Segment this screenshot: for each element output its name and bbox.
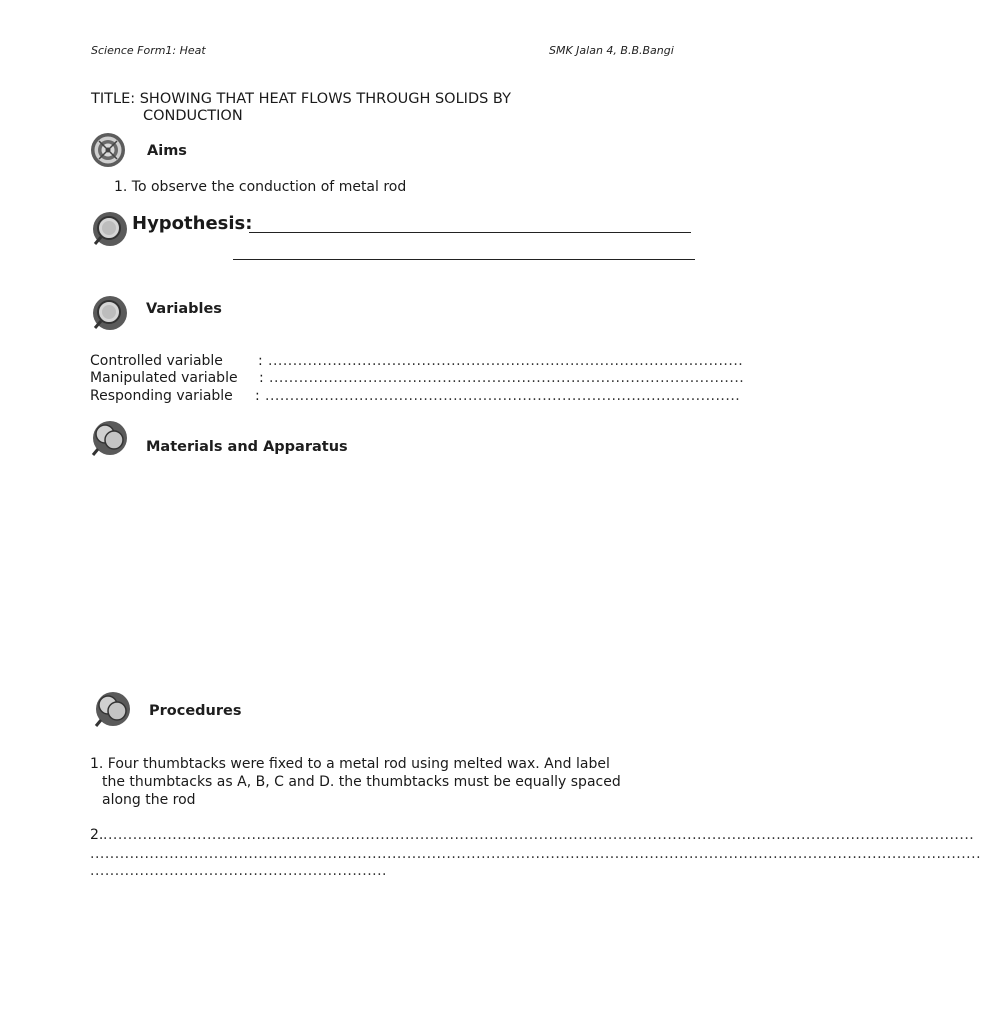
responding-variable-blank: ................................................................................................: [265, 388, 741, 404]
manipulated-variable-colon: :: [259, 370, 264, 386]
controlled-variable-colon: :: [258, 353, 263, 369]
controlled-variable-label: Controlled variable: [90, 353, 223, 369]
procedure-step-2-blank-3: ............................................................: [90, 863, 388, 879]
responding-variable-colon: :: [255, 388, 260, 404]
procedure-step-1-line-2: the thumbtacks as A, B, C and D. the thumbtacks must be equally spaced: [102, 774, 621, 790]
title-line-1: TITLE: SHOWING THAT HEAT FLOWS THROUGH SOLIDS BY: [91, 91, 511, 107]
hypothesis-label: Hypothesis:: [132, 213, 253, 234]
materials-heading: Materials and Apparatus: [146, 439, 348, 455]
hypothesis-answer-line-2: [233, 259, 695, 260]
magnifier-icon: [90, 294, 128, 332]
header-right: SMK Jalan 4, B.B.Bangi: [549, 44, 674, 57]
aims-heading: Aims: [147, 143, 187, 159]
flask-circle-icon: [92, 689, 130, 727]
procedure-step-1-line-1: 1. Four thumbtacks were fixed to a metal rod using melted wax. And label: [90, 756, 610, 772]
header-left: Science Form1: Heat: [91, 44, 206, 57]
aim-item-1: 1. To observe the conduction of metal rod: [114, 179, 407, 195]
target-circle-icon: [89, 131, 127, 169]
procedures-heading: Procedures: [149, 703, 242, 719]
variables-heading: Variables: [146, 301, 222, 317]
procedure-step-2-blank-1: ................................................................................................................................................................................: [103, 827, 975, 843]
manipulated-variable-label: Manipulated variable: [90, 370, 238, 386]
flask-circle-icon: [89, 418, 127, 456]
magnifier-icon: [90, 210, 128, 248]
hypothesis-answer-line-1: [249, 232, 691, 233]
manipulated-variable-blank: ................................................................................................: [269, 370, 745, 386]
procedure-step-1-line-3: along the rod: [102, 792, 196, 808]
procedure-step-2-number: 2.: [90, 827, 104, 843]
controlled-variable-blank: ................................................................................................: [268, 353, 744, 369]
procedure-step-2-blank-2: ....................................................................................................................................................................................: [90, 846, 981, 862]
title-line-2: CONDUCTION: [143, 108, 243, 124]
responding-variable-label: Responding variable: [90, 388, 233, 404]
page-title: [91, 91, 651, 125]
